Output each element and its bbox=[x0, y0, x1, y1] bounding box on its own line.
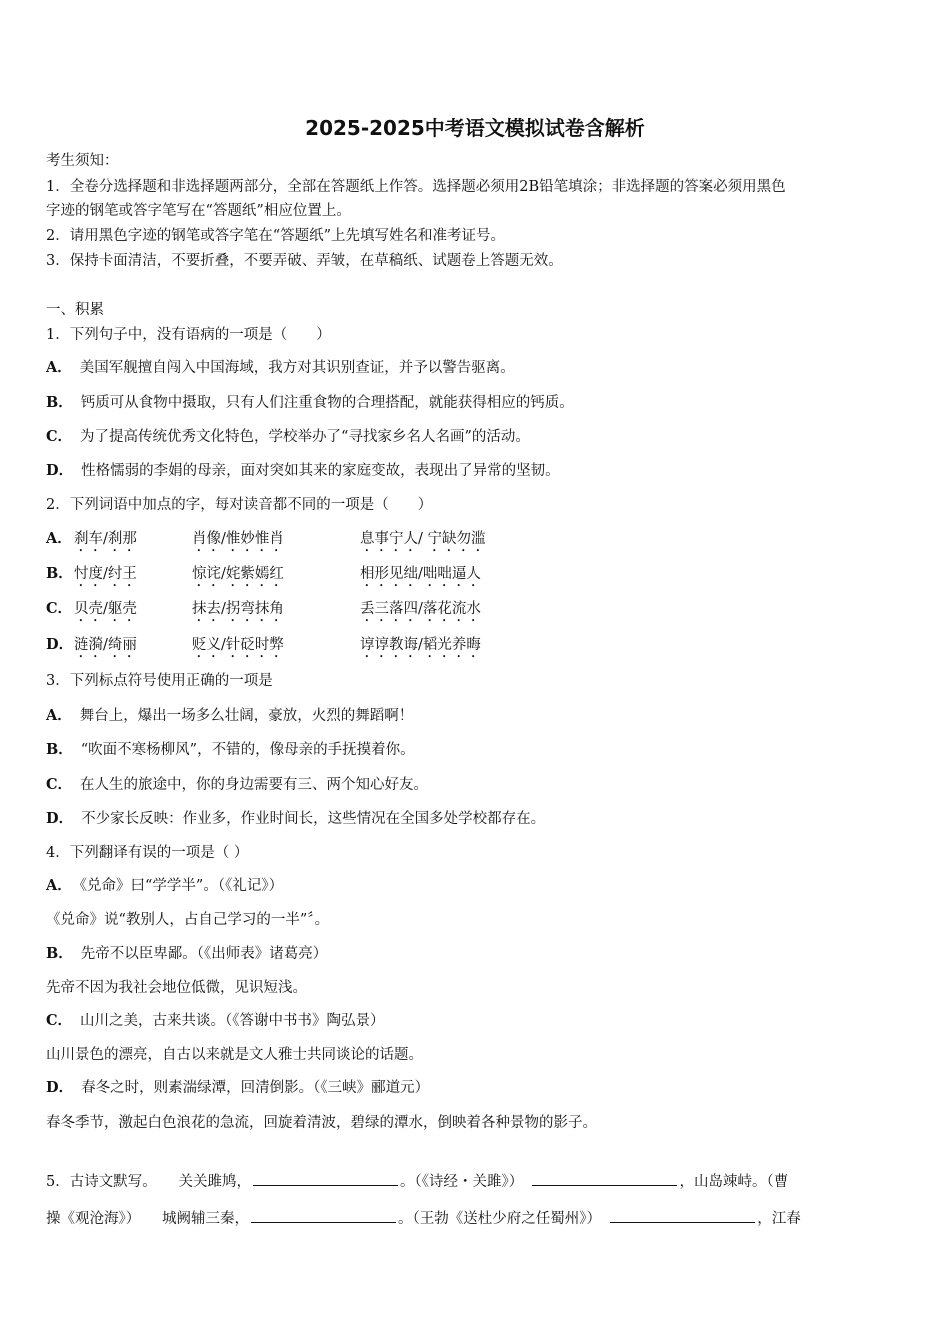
translation-text: 山川景色的漂亮，自古以来就是文人雅士共同谈论的话题。 bbox=[46, 1047, 423, 1063]
option-label: B． bbox=[46, 741, 73, 758]
word-pair: 惊诧/姹紫嫣红 bbox=[192, 566, 284, 582]
option-text: 美国军舰擅自闯入中国海域，我方对其识别查证，并予以警告驱离。 bbox=[79, 360, 515, 376]
question-stem: 3．下列标点符号使用正确的一项是 bbox=[46, 673, 273, 689]
option-b bbox=[46, 944, 327, 964]
word-pair: 忖度/纣王 bbox=[74, 566, 137, 582]
option-c bbox=[46, 427, 530, 447]
notice-item: 3．保持卡面清洁，不要折叠，不要弄破、弄皱，在草稿纸、试题卷上答题无效。 bbox=[46, 253, 563, 269]
option-label: D． bbox=[46, 1079, 74, 1096]
fill-text: 。（《诗经・关雎》） bbox=[399, 1174, 531, 1190]
option-a bbox=[46, 876, 283, 896]
page-title: 2025-2025中考语文模拟试卷含解析 bbox=[305, 116, 645, 140]
question-fill-line bbox=[46, 1171, 788, 1192]
option-label: B． bbox=[46, 394, 73, 411]
option-d bbox=[46, 809, 545, 829]
word-pair: 息事宁人/ 宁缺勿滥 bbox=[360, 531, 486, 547]
answer-blank[interactable] bbox=[253, 1171, 398, 1186]
word-pair: 抹去/拐弯抹角 bbox=[192, 601, 284, 617]
fill-text: 。（王勃《送杜少府之任蜀州》） bbox=[398, 1211, 609, 1227]
section-heading: 一、积累 bbox=[46, 302, 104, 318]
option-text: “吹面不寒杨柳风”，不错的，像母亲的手抚摸着你。 bbox=[80, 742, 415, 758]
translation-text: 《兑命》说“教别人，占自己学习的一半”〞。 bbox=[46, 912, 330, 928]
option-text: 《兑命》曰“学学半”。（《礼记》） bbox=[79, 878, 284, 894]
answer-blank[interactable] bbox=[610, 1208, 755, 1223]
option-label: C． bbox=[46, 600, 73, 617]
option-text: 在人生的旅途中，你的身边需要有三、两个知心好友。 bbox=[80, 777, 429, 793]
fill-text: 5．古诗文默写。 关关雎鸠， bbox=[46, 1174, 251, 1190]
fill-text: ，江春 bbox=[757, 1211, 801, 1227]
option-text: 春冬之时，则素湍绿潭，回清倒影。（《三峡》郦道元） bbox=[81, 1080, 430, 1096]
notice-heading: 考生须知： bbox=[46, 153, 119, 169]
option-text: 舞台上，爆出一场多么壮阔，豪放，火烈的舞蹈啊！ bbox=[79, 708, 414, 724]
word-pair: 肖像/惟妙惟肖 bbox=[192, 531, 284, 547]
question-stem: 4．下列翻译有误的一项是（ ） bbox=[46, 845, 249, 861]
option-label: A． bbox=[46, 359, 72, 376]
fill-text: ，山岛竦峙。（曹 bbox=[679, 1174, 789, 1190]
option-label: C． bbox=[46, 1012, 73, 1029]
question-stem: 2．下列词语中加点的字，每对读音都不同的一项是（ ） bbox=[46, 497, 433, 513]
option-text: 不少家长反映：作业多，作业时间长，这些情况在全国多处学校都存在。 bbox=[81, 811, 546, 827]
option-label: A． bbox=[46, 530, 72, 547]
notice-item: 1．全卷分选择题和非选择题两部分，全部在答题纸上作答。选择题必须用2B铅笔填涂；非选择题的答案必须用黑色 bbox=[46, 179, 786, 195]
option-a bbox=[46, 358, 515, 378]
option-label: A． bbox=[46, 877, 72, 894]
word-pair: 刹车/刹那 bbox=[74, 531, 137, 547]
option-b bbox=[46, 393, 574, 413]
answer-blank[interactable] bbox=[532, 1171, 677, 1186]
option-label: C． bbox=[46, 776, 73, 793]
option-label: B． bbox=[46, 945, 73, 962]
option-d bbox=[46, 461, 560, 481]
word-pair: 贬义/针砭时弊 bbox=[192, 637, 284, 653]
option-d bbox=[46, 1078, 429, 1098]
word-pair: 谆谆教诲/韬光养晦 bbox=[360, 637, 481, 653]
fill-text: 操《观沧海》） 城阙辅三秦， bbox=[46, 1211, 249, 1227]
notice-item: 2．请用黑色字迹的钢笔或答字笔在“答题纸”上先填写姓名和准考证号。 bbox=[46, 228, 506, 244]
word-pair: 相形见绌/咄咄逼人 bbox=[360, 566, 481, 582]
option-text: 山川之美，古来共谈。（《答谢中书书》陶弘景） bbox=[80, 1013, 385, 1029]
option-label: A． bbox=[46, 707, 72, 724]
option-b bbox=[46, 740, 415, 760]
option-a bbox=[46, 706, 413, 726]
option-label: D． bbox=[46, 462, 74, 479]
answer-blank[interactable] bbox=[251, 1208, 396, 1223]
option-text: 为了提高传统优秀文化特色，学校举办了“寻找家乡名人名画”的活动。 bbox=[80, 429, 530, 445]
option-text: 先帝不以臣卑鄙。（《出师表》诸葛亮） bbox=[80, 946, 328, 962]
option-label: D． bbox=[46, 810, 74, 827]
word-pair: 贝壳/躯壳 bbox=[74, 601, 137, 617]
notice-item: 字迹的钢笔或答字笔写在“答题纸”相应位置上。 bbox=[46, 203, 351, 219]
option-c bbox=[46, 775, 428, 795]
word-pair: 丢三落四/落花流水 bbox=[360, 601, 481, 617]
translation-text: 先帝不因为我社会地位低微，见识短浅。 bbox=[46, 980, 307, 996]
question-fill-line bbox=[46, 1208, 801, 1229]
word-pair: 涟漪/绮丽 bbox=[74, 637, 137, 653]
option-label: B． bbox=[46, 565, 73, 582]
question-stem: 1．下列句子中，没有语病的一项是（ ） bbox=[46, 327, 331, 343]
translation-text: 春冬季节，激起白色浪花的急流，回旋着清波，碧绿的潭水，倒映着各种景物的影子。 bbox=[46, 1115, 597, 1131]
option-text: 钙质可从食物中摄取，只有人们注重食物的合理搭配，就能获得相应的钙质。 bbox=[80, 395, 574, 411]
option-c bbox=[46, 1011, 385, 1031]
option-label: D． bbox=[46, 636, 74, 653]
option-text: 性格懦弱的李娟的母亲，面对突如其来的家庭变故，表现出了异常的坚韧。 bbox=[81, 463, 560, 479]
option-label: C． bbox=[46, 428, 73, 445]
